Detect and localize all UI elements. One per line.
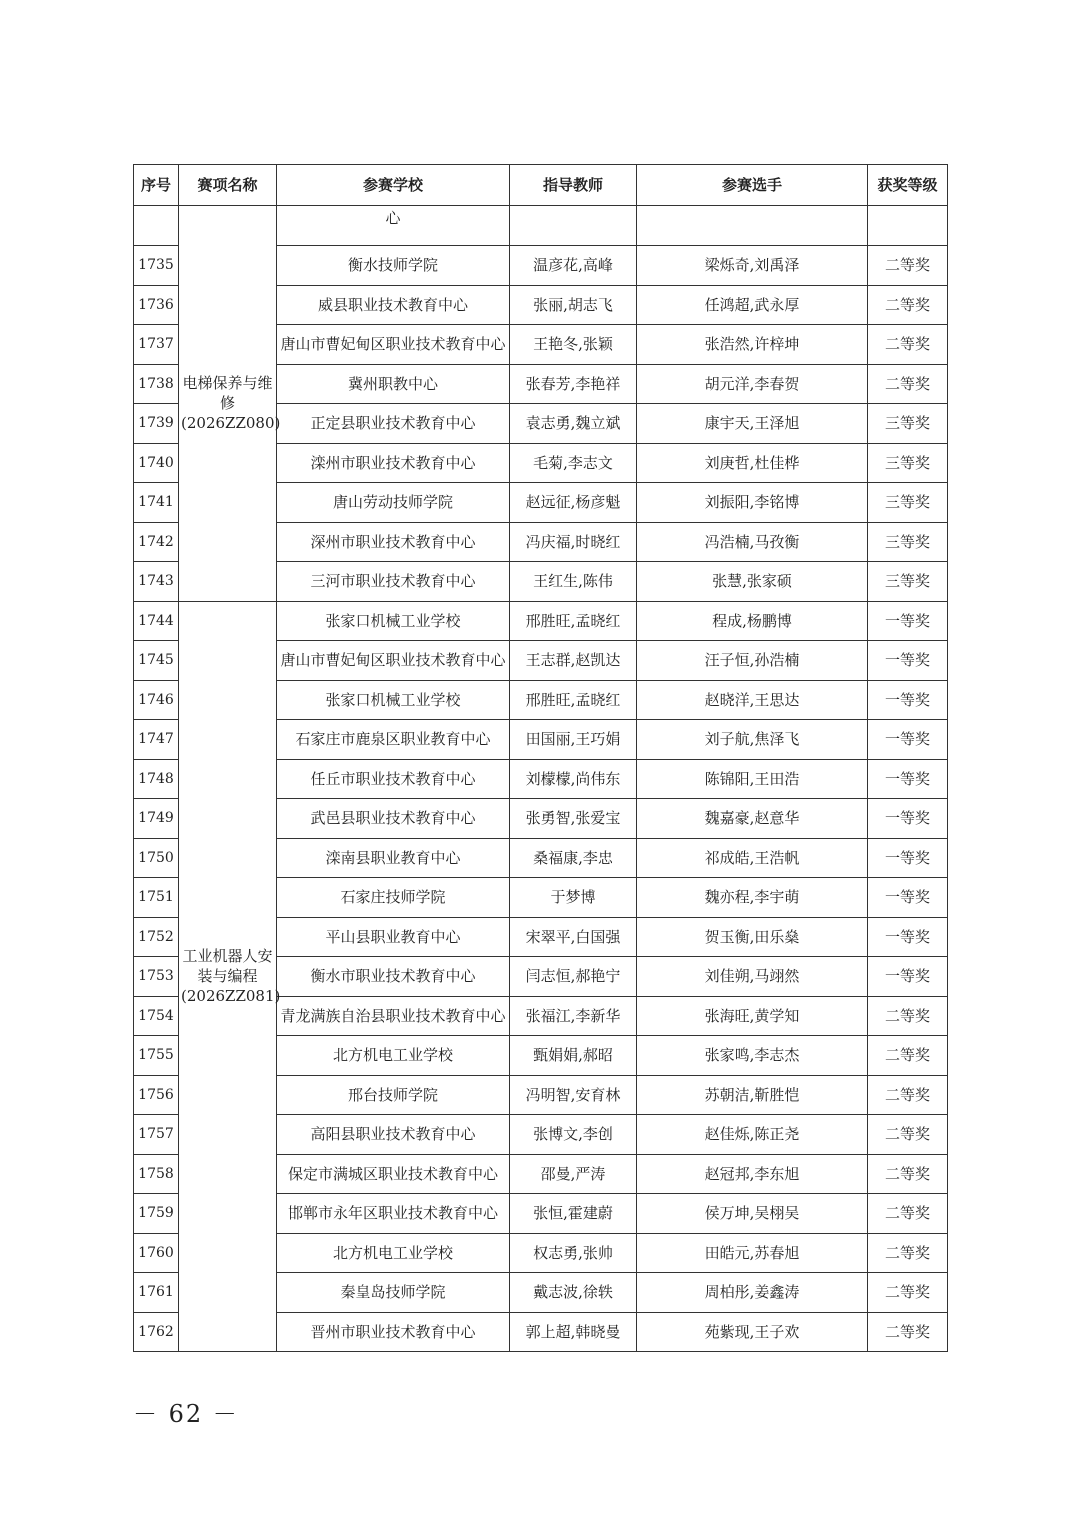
- award-cell: 一等奖: [868, 759, 948, 799]
- students-cell: 胡元洋,李春贺: [637, 364, 868, 404]
- award-cell: 三等奖: [868, 443, 948, 483]
- awards-table: [133, 164, 948, 1352]
- teachers-cell: 王红生,陈伟: [510, 562, 637, 602]
- students-cell: 张家鸣,李志杰: [637, 1036, 868, 1076]
- teachers-cell: 冯庆福,时晓红: [510, 522, 637, 562]
- students-cell: 刘振阳,李铭博: [637, 483, 868, 523]
- award-cell: 二等奖: [868, 1036, 948, 1076]
- school-cell: 三河市职业技术教育中心: [277, 562, 510, 602]
- award-cell: 二等奖: [868, 285, 948, 325]
- students-cell: 任鸿超,武永厚: [637, 285, 868, 325]
- header-event: 赛项名称: [179, 165, 277, 206]
- teachers-cell: 邢胜旺,孟晓红: [510, 601, 637, 641]
- award-cell: 二等奖: [868, 325, 948, 365]
- students-cell: 田皓元,苏春旭: [637, 1233, 868, 1273]
- students-cell: 刘庚哲,杜佳桦: [637, 443, 868, 483]
- teachers-cell: 张勇智,张爱宝: [510, 799, 637, 839]
- teachers-cell: 邢胜旺,孟晓红: [510, 680, 637, 720]
- school-cell: 秦皇岛技师学院: [277, 1273, 510, 1313]
- teachers-cell: 王艳冬,张颖: [510, 325, 637, 365]
- award-cell: 二等奖: [868, 1115, 948, 1155]
- seq-cell: 1754: [134, 996, 179, 1036]
- students-cell: 梁烁奇,刘禹泽: [637, 246, 868, 286]
- seq-cell: 1735: [134, 246, 179, 286]
- school-cell: 唐山市曹妃甸区职业技术教育中心: [277, 641, 510, 681]
- award-cell: 一等奖: [868, 680, 948, 720]
- students-cell: 张海旺,黄学知: [637, 996, 868, 1036]
- teachers-cell: 刘檬檬,尚伟东: [510, 759, 637, 799]
- students-cell: 赵冠邦,李东旭: [637, 1154, 868, 1194]
- teachers-cell: 于梦博: [510, 878, 637, 918]
- header-row: [134, 165, 948, 206]
- award-cell: 一等奖: [868, 878, 948, 918]
- award-cell: 三等奖: [868, 562, 948, 602]
- award-cell: 二等奖: [868, 1075, 948, 1115]
- award-cell: 一等奖: [868, 957, 948, 997]
- page-number: － 62 －: [133, 1400, 239, 1428]
- school-cell: 武邑县职业技术教育中心: [277, 799, 510, 839]
- students-cell: 苑紫现,王子欢: [637, 1312, 868, 1352]
- seq-cell: 1749: [134, 799, 179, 839]
- school-cell: 石家庄市鹿泉区职业教育中心: [277, 720, 510, 760]
- seq-cell: 1756: [134, 1075, 179, 1115]
- school-cell: 滦州市职业技术教育中心: [277, 443, 510, 483]
- students-cell: 魏嘉豪,赵意华: [637, 799, 868, 839]
- students-cell: 陈锦阳,王田浩: [637, 759, 868, 799]
- award-cell: 二等奖: [868, 1273, 948, 1313]
- students-cell: 刘佳朔,马翊然: [637, 957, 868, 997]
- teachers-cell: 宋翠平,白国强: [510, 917, 637, 957]
- seq-cell: 1742: [134, 522, 179, 562]
- header-teachers: 指导教师: [510, 165, 637, 206]
- event-name-cell: [179, 206, 281, 602]
- students-cell: 赵晓洋,王思达: [637, 680, 868, 720]
- teachers-cell: 桑福康,李忠: [510, 838, 637, 878]
- award-cell: 二等奖: [868, 1312, 948, 1352]
- event-name: 电梯保养与维修: [182, 374, 273, 413]
- award-cell: 三等奖: [868, 404, 948, 444]
- award-cell: 一等奖: [868, 641, 948, 681]
- school-cell: 高阳县职业技术教育中心: [277, 1115, 510, 1155]
- teachers-cell: 张博文,李创: [510, 1115, 637, 1155]
- teachers-cell: 张丽,胡志飞: [510, 285, 637, 325]
- award-cell: 一等奖: [868, 601, 948, 641]
- school-cell: 保定市满城区职业技术教育中心: [277, 1154, 510, 1194]
- school-cell: 唐山市曹妃甸区职业技术教育中心: [277, 325, 510, 365]
- continuation-award: [868, 206, 948, 246]
- teachers-cell: 邵曼,严涛: [510, 1154, 637, 1194]
- seq-cell: 1747: [134, 720, 179, 760]
- event-code: (2026ZZ080): [181, 414, 281, 433]
- seq-cell: 1740: [134, 443, 179, 483]
- seq-cell: 1739: [134, 404, 179, 444]
- school-cell: 张家口机械工业学校: [277, 680, 510, 720]
- continuation-row: [134, 206, 948, 246]
- students-cell: 魏亦程,李宇萌: [637, 878, 868, 918]
- students-cell: 张浩然,许梓坤: [637, 325, 868, 365]
- seq-cell: 1736: [134, 285, 179, 325]
- teachers-cell: 郭上超,韩晓曼: [510, 1312, 637, 1352]
- header-seq: 序号: [134, 165, 179, 206]
- award-cell: 二等奖: [868, 1233, 948, 1273]
- students-cell: 汪子恒,孙浩楠: [637, 641, 868, 681]
- students-cell: 苏朝洁,靳胜恺: [637, 1075, 868, 1115]
- award-cell: 二等奖: [868, 246, 948, 286]
- teachers-cell: 甄娟娟,郝昭: [510, 1036, 637, 1076]
- school-cell: 深州市职业技术教育中心: [277, 522, 510, 562]
- seq-cell: 1761: [134, 1273, 179, 1313]
- seq-cell: 1743: [134, 562, 179, 602]
- school-cell: 威县职业技术教育中心: [277, 285, 510, 325]
- students-cell: 冯浩楠,马孜衡: [637, 522, 868, 562]
- seq-cell: 1748: [134, 759, 179, 799]
- award-cell: 一等奖: [868, 917, 948, 957]
- school-cell: 邢台技师学院: [277, 1075, 510, 1115]
- school-cell: 滦南县职业教育中心: [277, 838, 510, 878]
- seq-cell: 1751: [134, 878, 179, 918]
- award-cell: 一等奖: [868, 720, 948, 760]
- school-cell: 北方机电工业学校: [277, 1036, 510, 1076]
- award-cell: 一等奖: [868, 799, 948, 839]
- event-code: (2026ZZ081): [181, 987, 281, 1006]
- school-cell: 邯郸市永年区职业技术教育中心: [277, 1194, 510, 1234]
- teachers-cell: 冯明智,安育林: [510, 1075, 637, 1115]
- event-name: 工业机器人安装与编程: [182, 947, 273, 986]
- award-cell: 三等奖: [868, 522, 948, 562]
- seq-cell: 1741: [134, 483, 179, 523]
- students-cell: 周柏彤,姜鑫涛: [637, 1273, 868, 1313]
- continuation-students: [637, 206, 868, 246]
- school-cell: 衡水技师学院: [277, 246, 510, 286]
- continuation-teachers: [510, 206, 637, 246]
- school-cell: 北方机电工业学校: [277, 1233, 510, 1273]
- seq-cell: 1745: [134, 641, 179, 681]
- seq-cell: 1760: [134, 1233, 179, 1273]
- award-cell: 一等奖: [868, 838, 948, 878]
- event-name-cell: [179, 601, 281, 1352]
- seq-cell: 1750: [134, 838, 179, 878]
- school-cell: 平山县职业教育中心: [277, 917, 510, 957]
- students-cell: 刘子航,焦泽飞: [637, 720, 868, 760]
- seq-cell: 1758: [134, 1154, 179, 1194]
- students-cell: 程成,杨鹏博: [637, 601, 868, 641]
- teachers-cell: 戴志波,徐轶: [510, 1273, 637, 1313]
- seq-cell: 1752: [134, 917, 179, 957]
- students-cell: 张慧,张家硕: [637, 562, 868, 602]
- seq-cell: 1746: [134, 680, 179, 720]
- award-cell: 三等奖: [868, 483, 948, 523]
- school-cell: 衡水市职业技术教育中心: [277, 957, 510, 997]
- seq-cell: 1737: [134, 325, 179, 365]
- table-row: [134, 601, 948, 641]
- students-cell: 祁成皓,王浩帆: [637, 838, 868, 878]
- seq-cell: 1755: [134, 1036, 179, 1076]
- award-cell: 二等奖: [868, 1194, 948, 1234]
- teachers-cell: 权志勇,张帅: [510, 1233, 637, 1273]
- teachers-cell: 闫志恒,郝艳宁: [510, 957, 637, 997]
- teachers-cell: 张福江,李新华: [510, 996, 637, 1036]
- teachers-cell: 袁志勇,魏立斌: [510, 404, 637, 444]
- teachers-cell: 温彦花,高峰: [510, 246, 637, 286]
- students-cell: 侯万坤,吴栩吴: [637, 1194, 868, 1234]
- teachers-cell: 田国丽,王巧娟: [510, 720, 637, 760]
- seq-cell: 1759: [134, 1194, 179, 1234]
- school-cell: 石家庄技师学院: [277, 878, 510, 918]
- teachers-cell: 毛菊,李志文: [510, 443, 637, 483]
- teachers-cell: 赵远征,杨彦魁: [510, 483, 637, 523]
- continuation-school: 心: [277, 206, 510, 246]
- teachers-cell: 王志群,赵凯达: [510, 641, 637, 681]
- seq-cell: 1753: [134, 957, 179, 997]
- continuation-seq: [134, 206, 179, 246]
- students-cell: 赵佳烁,陈正尧: [637, 1115, 868, 1155]
- school-cell: 唐山劳动技师学院: [277, 483, 510, 523]
- school-cell: 晋州市职业技术教育中心: [277, 1312, 510, 1352]
- school-cell: 正定县职业技术教育中心: [277, 404, 510, 444]
- school-cell: 青龙满族自治县职业技术教育中心: [277, 996, 510, 1036]
- award-cell: 二等奖: [868, 1154, 948, 1194]
- header-award: 获奖等级: [868, 165, 948, 206]
- header-students: 参赛选手: [637, 165, 868, 206]
- seq-cell: 1738: [134, 364, 179, 404]
- seq-cell: 1762: [134, 1312, 179, 1352]
- seq-cell: 1757: [134, 1115, 179, 1155]
- school-cell: 冀州职教中心: [277, 364, 510, 404]
- teachers-cell: 张恒,霍建蔚: [510, 1194, 637, 1234]
- award-cell: 二等奖: [868, 364, 948, 404]
- award-cell: 二等奖: [868, 996, 948, 1036]
- teachers-cell: 张春芳,李艳祥: [510, 364, 637, 404]
- school-cell: 任丘市职业技术教育中心: [277, 759, 510, 799]
- students-cell: 康宇天,王泽旭: [637, 404, 868, 444]
- seq-cell: 1744: [134, 601, 179, 641]
- students-cell: 贺玉衡,田乐燊: [637, 917, 868, 957]
- header-school: 参赛学校: [277, 165, 510, 206]
- school-cell: 张家口机械工业学校: [277, 601, 510, 641]
